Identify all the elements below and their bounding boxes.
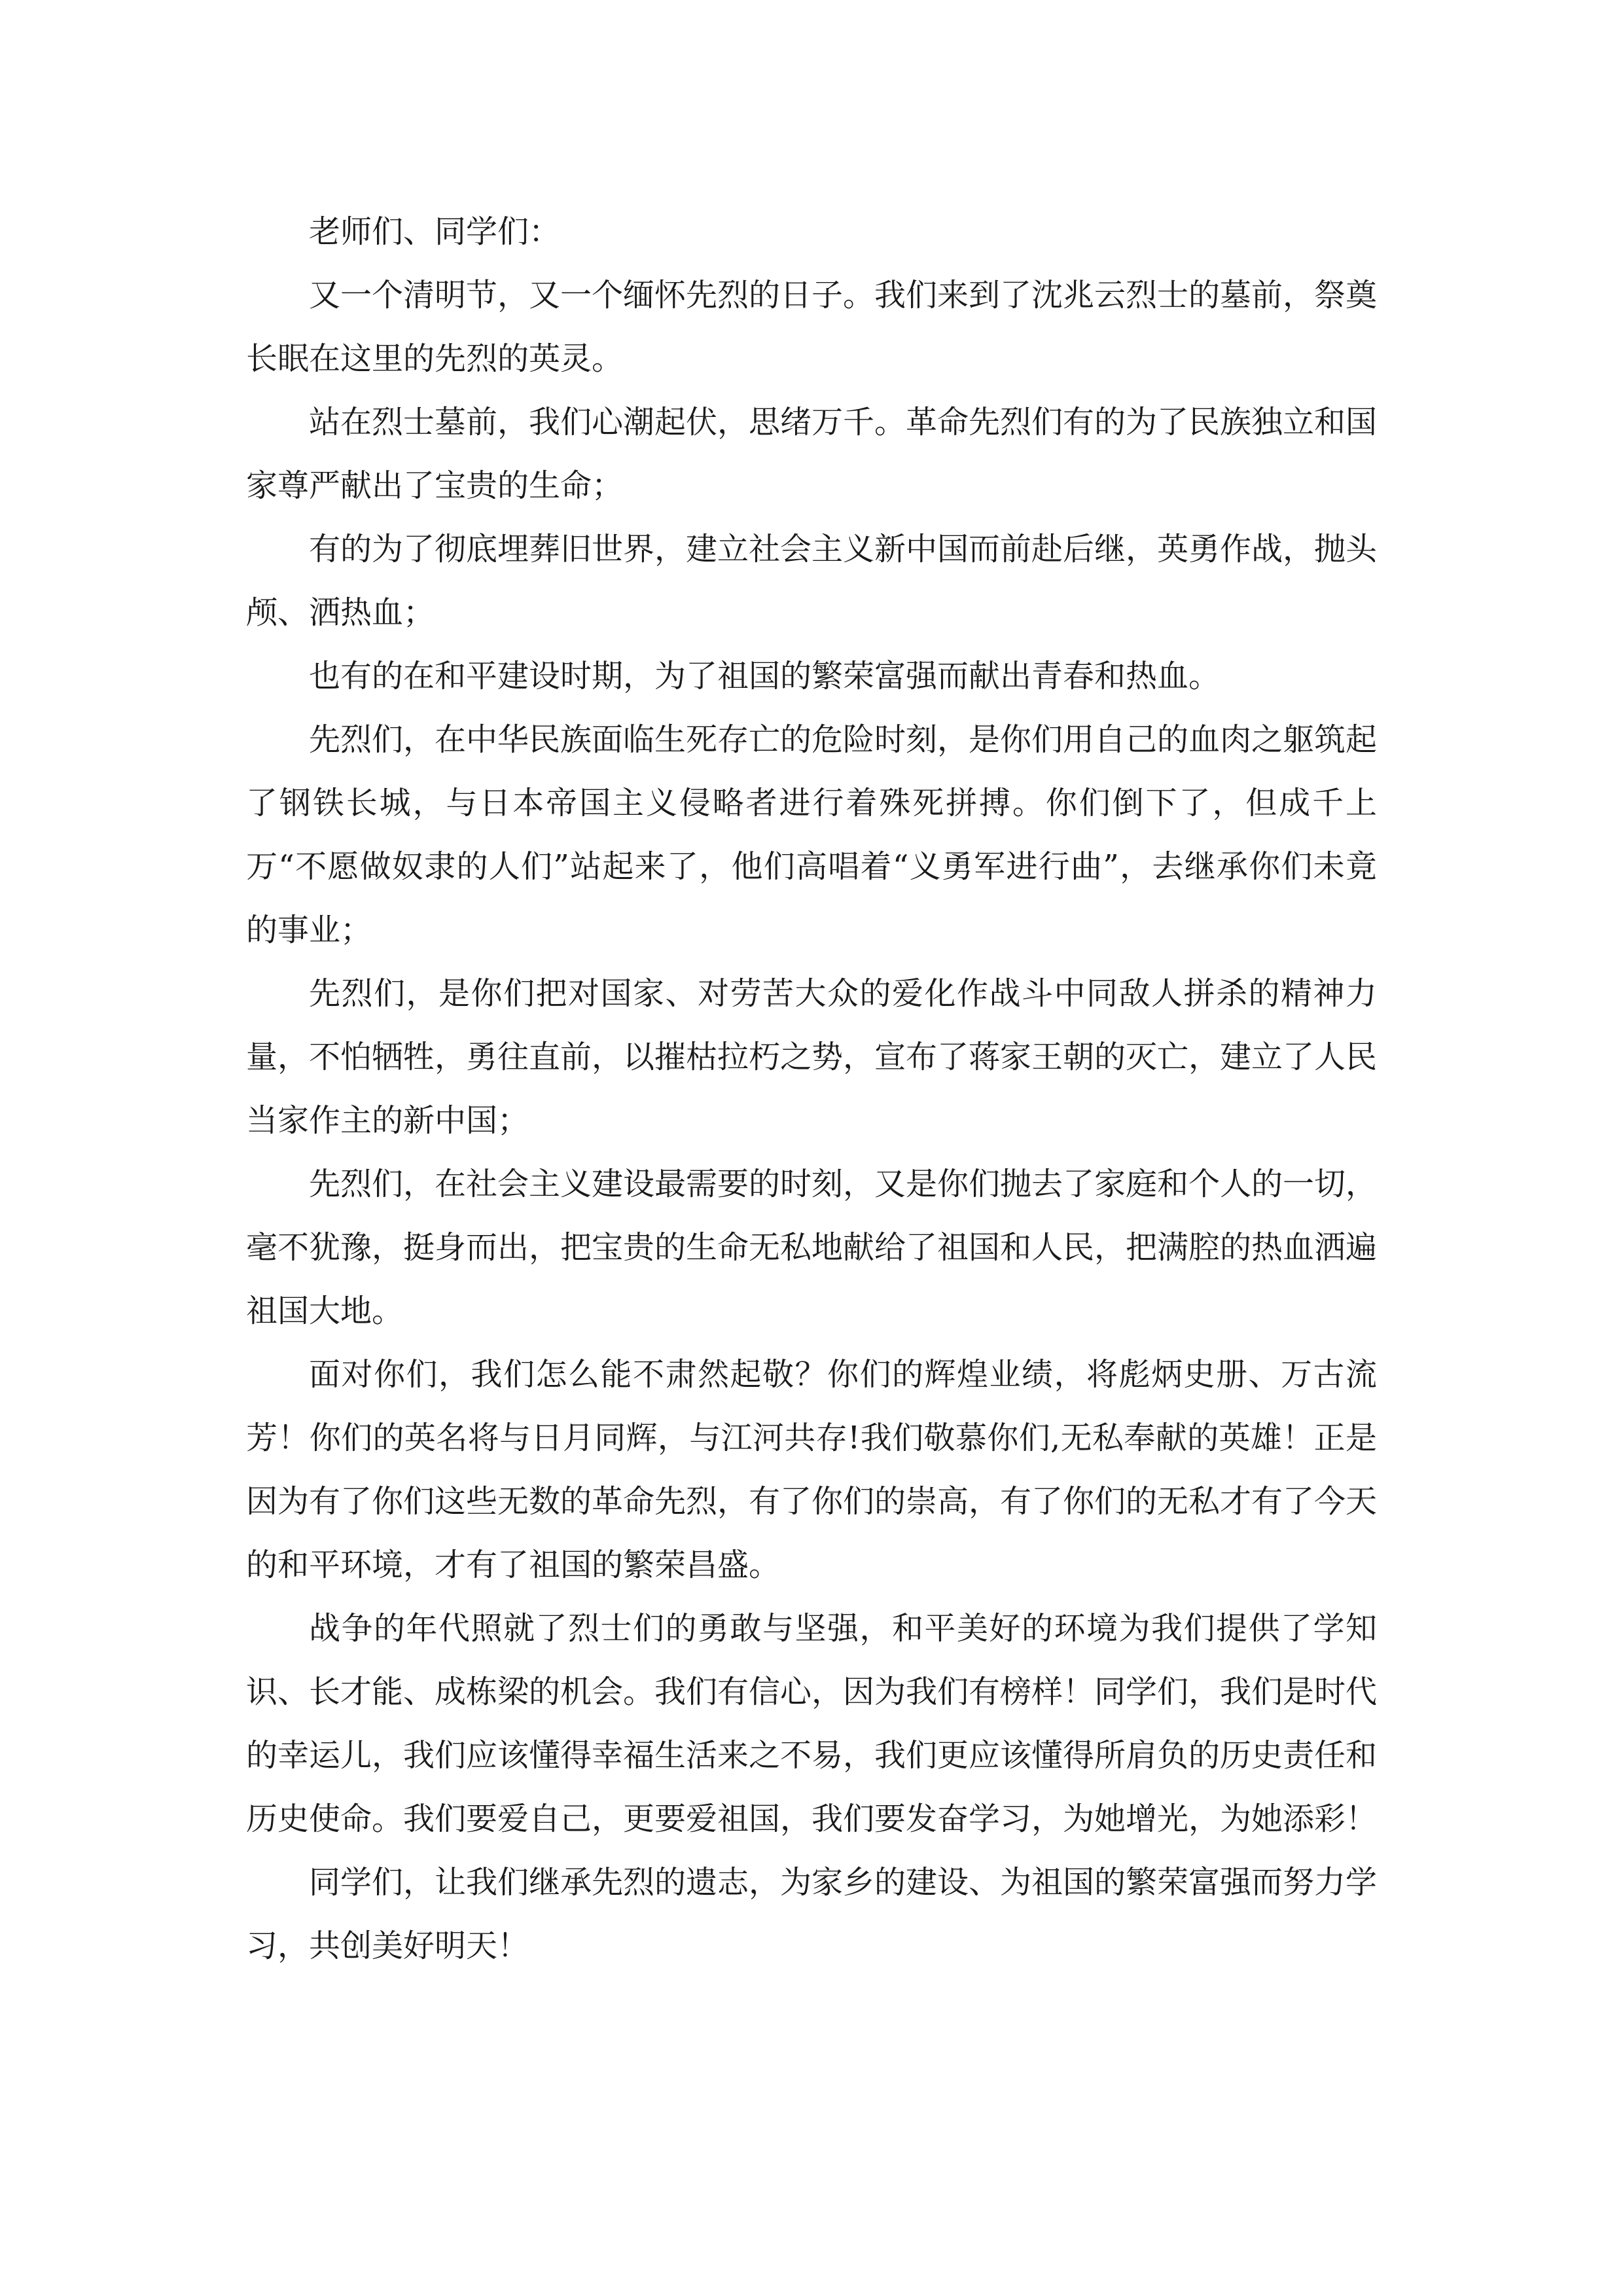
paragraph: 战争的年代照就了烈士们的勇敢与坚强，和平美好的环境为我们提供了学知识、长才能、成栋梁的机会。我们有信心，因为我们有榜样！同学们，我们是时代的幸运儿，我们应该懂得幸福生活来之不易，我们更应该懂得所肩负的历史责任和历史使命。我们要爱自己，更要爱祖国，我们要发奋学习，为她增光，为她添彩！ — [246, 1610, 1378, 1837]
paragraph: 有的为了彻底埋葬旧世界，建立社会主义新中国而前赴后继，英勇作战，抛头颅、洒热血； — [246, 531, 1378, 631]
greeting: 老师们、同学们： — [309, 213, 561, 250]
paragraph: 站在烈士墓前，我们心潮起伏，思绪万千。革命先烈们有的为了民族独立和国家尊严献出了宝贵的生命； — [246, 404, 1378, 504]
paragraph: 先烈们，在社会主义建设最需要的时刻，又是你们抛去了家庭和个人的一切，毫不犹豫，挺身而出，把宝贵的生命无私地献给了祖国和人民，把满腔的热血洒遍祖国大地。 — [246, 1166, 1378, 1329]
paragraph: 先烈们，在中华民族面临生死存亡的危险时刻，是你们用自己的血肉之躯筑起了钢铁长城，与日本帝国主义侵略者进行着殊死拼搏。你们倒下了，但成千上万“不愿做奴隶的人们”站起来了，他们高唱着“义勇军进行曲”，去继承你们未竟的事业； — [246, 721, 1378, 948]
paragraph: 面对你们，我们怎么能不肃然起敬？你们的辉煌业绩，将彪炳史册、万古流芳！你们的英名将与日月同辉，与江河共存!我们敬慕你们,无私奉献的英雄！正是因为有了你们这些无数的革命先烈，有了你们的崇高，有了你们的无私才有了今天的和平环境，才有了祖国的繁荣昌盛。 — [246, 1356, 1378, 1583]
paragraph: 先烈们，是你们把对国家、对劳苦大众的爱化作战斗中同敌人拼杀的精神力量，不怕牺牲，勇往直前，以摧枯拉朽之势，宣布了蒋家王朝的灭亡，建立了人民当家作主的新中国； — [246, 975, 1378, 1139]
paragraph: 又一个清明节，又一个缅怀先烈的日子。我们来到了沈兆云烈士的墓前，祭奠长眠在这里的先烈的英灵。 — [246, 277, 1378, 377]
paragraph: 同学们，让我们继承先烈的遗志，为家乡的建设、为祖国的繁荣富强而努力学习，共创美好明天！ — [246, 1864, 1378, 1964]
paragraph: 也有的在和平建设时期，为了祖国的繁荣富强而献出青春和热血。 — [309, 658, 1221, 694]
speech-body — [246, 200, 1377, 1978]
